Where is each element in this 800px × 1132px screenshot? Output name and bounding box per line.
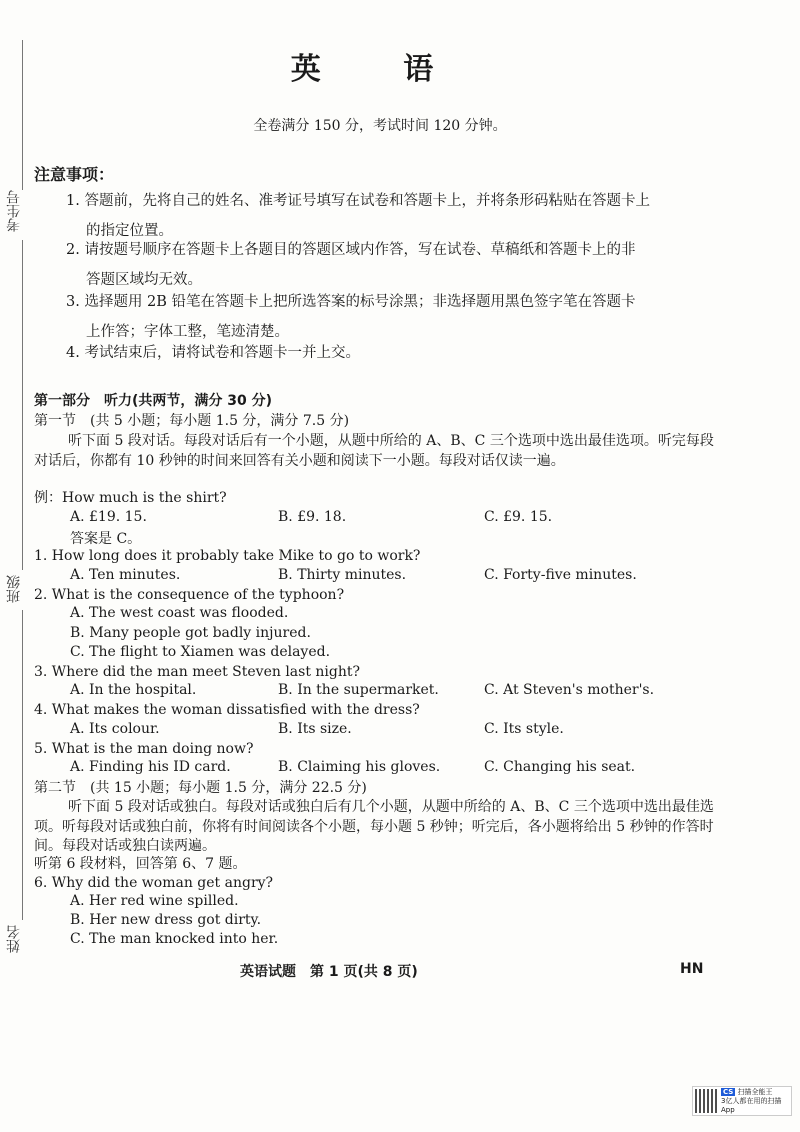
- question-6: 6. Why did the woman get angry?: [34, 875, 274, 891]
- option-a: A. Her red wine spilled.: [70, 893, 239, 909]
- option-a: A. £19. 15.: [70, 509, 147, 525]
- option-b: B. Thirty minutes.: [278, 567, 407, 583]
- option-c: C. The flight to Xiamen was delayed.: [70, 644, 331, 660]
- section-instructions: 听下面 5 段对话或独白。每段对话或独白后有几个小题，从题中所给的 A、B、C 三个选项中选出最佳选项。听每段对话或独白前，你将有时间阅读各个小题，每小题 5 秒钟；听完后，各小题将给出 5 秒钟的作答时间。每段对话或独白读两遍。: [34, 799, 714, 854]
- notes-heading: 注意事项：: [34, 165, 115, 184]
- note-text: 2. 请按题号顺序在答题卡上各题目的答题区域内作答，写在试卷、草稿纸和答题卡上的非: [66, 242, 636, 258]
- option-c: C. At Steven's mother's.: [484, 682, 655, 698]
- example-answer: 答案是 C。: [70, 531, 142, 547]
- binding-line: [22, 610, 23, 920]
- option-a: A. Ten minutes.: [70, 567, 181, 583]
- page-footer: 英语试题 第 1 页(共 8 页): [240, 964, 418, 980]
- qr-code-icon: [695, 1089, 717, 1113]
- option-a: A. The west coast was flooded.: [70, 605, 289, 621]
- option-b: B. Many people got badly injured.: [70, 625, 311, 641]
- example-question: 例：How much is the shirt?: [34, 490, 227, 506]
- note-item: [66, 235, 726, 295]
- option-b: B. Its size.: [278, 721, 352, 737]
- question-5: 5. What is the man doing now?: [34, 741, 254, 757]
- badge-text: [721, 1088, 789, 1115]
- question-4: 4. What makes the woman dissatisfied with the dress?: [34, 702, 420, 718]
- option-c: C. Changing his seat.: [484, 759, 636, 775]
- note-item: [66, 338, 726, 368]
- note-text: 4. 考试结束后，请将试卷和答题卡一并上交。: [66, 345, 360, 361]
- material-heading: 听第 6 段材料，回答第 6、7 题。: [34, 856, 247, 872]
- option-a: A. Its colour.: [70, 721, 160, 737]
- app-slogan: 3亿人都在用的扫描App: [721, 1096, 782, 1114]
- note-text: 的指定位置。: [86, 223, 173, 239]
- option-a: A. In the hospital.: [70, 682, 197, 698]
- option-b: B. Claiming his gloves.: [278, 759, 441, 775]
- option-c: C. £9. 15.: [484, 509, 553, 525]
- note-text: 3. 选择题用 2B 铅笔在答题卡上把所选答案的标号涂黑；非选择题用黑色签字笔在答题卡: [66, 294, 636, 310]
- page-subtitle: 全卷满分 150 分，考试时间 120 分钟。: [253, 118, 507, 134]
- app-logo: CS: [723, 1087, 734, 1096]
- side-label-class: 班级: [6, 575, 22, 603]
- note-text: 1. 答题前，先将自己的姓名、准考证号填写在试卷和答题卡上，并将条形码粘贴在答题卡上: [66, 193, 650, 209]
- section-heading: 第二节 (共 15 小题；每小题 1.5 分，满分 22.5 分): [34, 780, 367, 796]
- part-heading: 第一部分 听力(共两节，满分 30 分): [34, 393, 273, 409]
- note-text: 上作答；字体工整，笔迹清楚。: [86, 324, 289, 340]
- option-c: C. The man knocked into her.: [70, 931, 279, 947]
- paper-code: HN: [680, 961, 704, 977]
- question-2: 2. What is the consequence of the typhoon?: [34, 587, 345, 603]
- option-c: C. Its style.: [484, 721, 564, 737]
- note-text: 答题区域均无效。: [86, 272, 202, 288]
- side-label-name: 姓名: [6, 925, 22, 953]
- page-title: 英 语: [290, 52, 470, 87]
- question-1: 1. How long does it probably take Mike to go to work?: [34, 548, 421, 564]
- question-3: 3. Where did the man meet Steven last night?: [34, 664, 361, 680]
- app-name: 扫描全能王: [737, 1087, 773, 1096]
- scanner-badge: [692, 1086, 792, 1116]
- binding-line: [22, 240, 23, 570]
- section-instructions: 听下面 5 段对话。每段对话后有一个小题，从题中所给的 A、B、C 三个选项中选出最佳选项。听完每段对话后，你都有 10 秒钟的时间来回答有关小题和阅读下一小题。每段对话仅读一遍。: [34, 433, 714, 469]
- option-b: B. In the supermarket.: [278, 682, 439, 698]
- side-label-exam-no: 考生号: [6, 190, 22, 232]
- section-heading: 第一节 (共 5 小题；每小题 1.5 分，满分 7.5 分): [34, 413, 350, 429]
- option-c: C. Forty-five minutes.: [484, 567, 637, 583]
- option-b: B. Her new dress got dirty.: [70, 912, 262, 928]
- option-b: B. £9. 18.: [278, 509, 347, 525]
- option-a: A. Finding his ID card.: [70, 759, 231, 775]
